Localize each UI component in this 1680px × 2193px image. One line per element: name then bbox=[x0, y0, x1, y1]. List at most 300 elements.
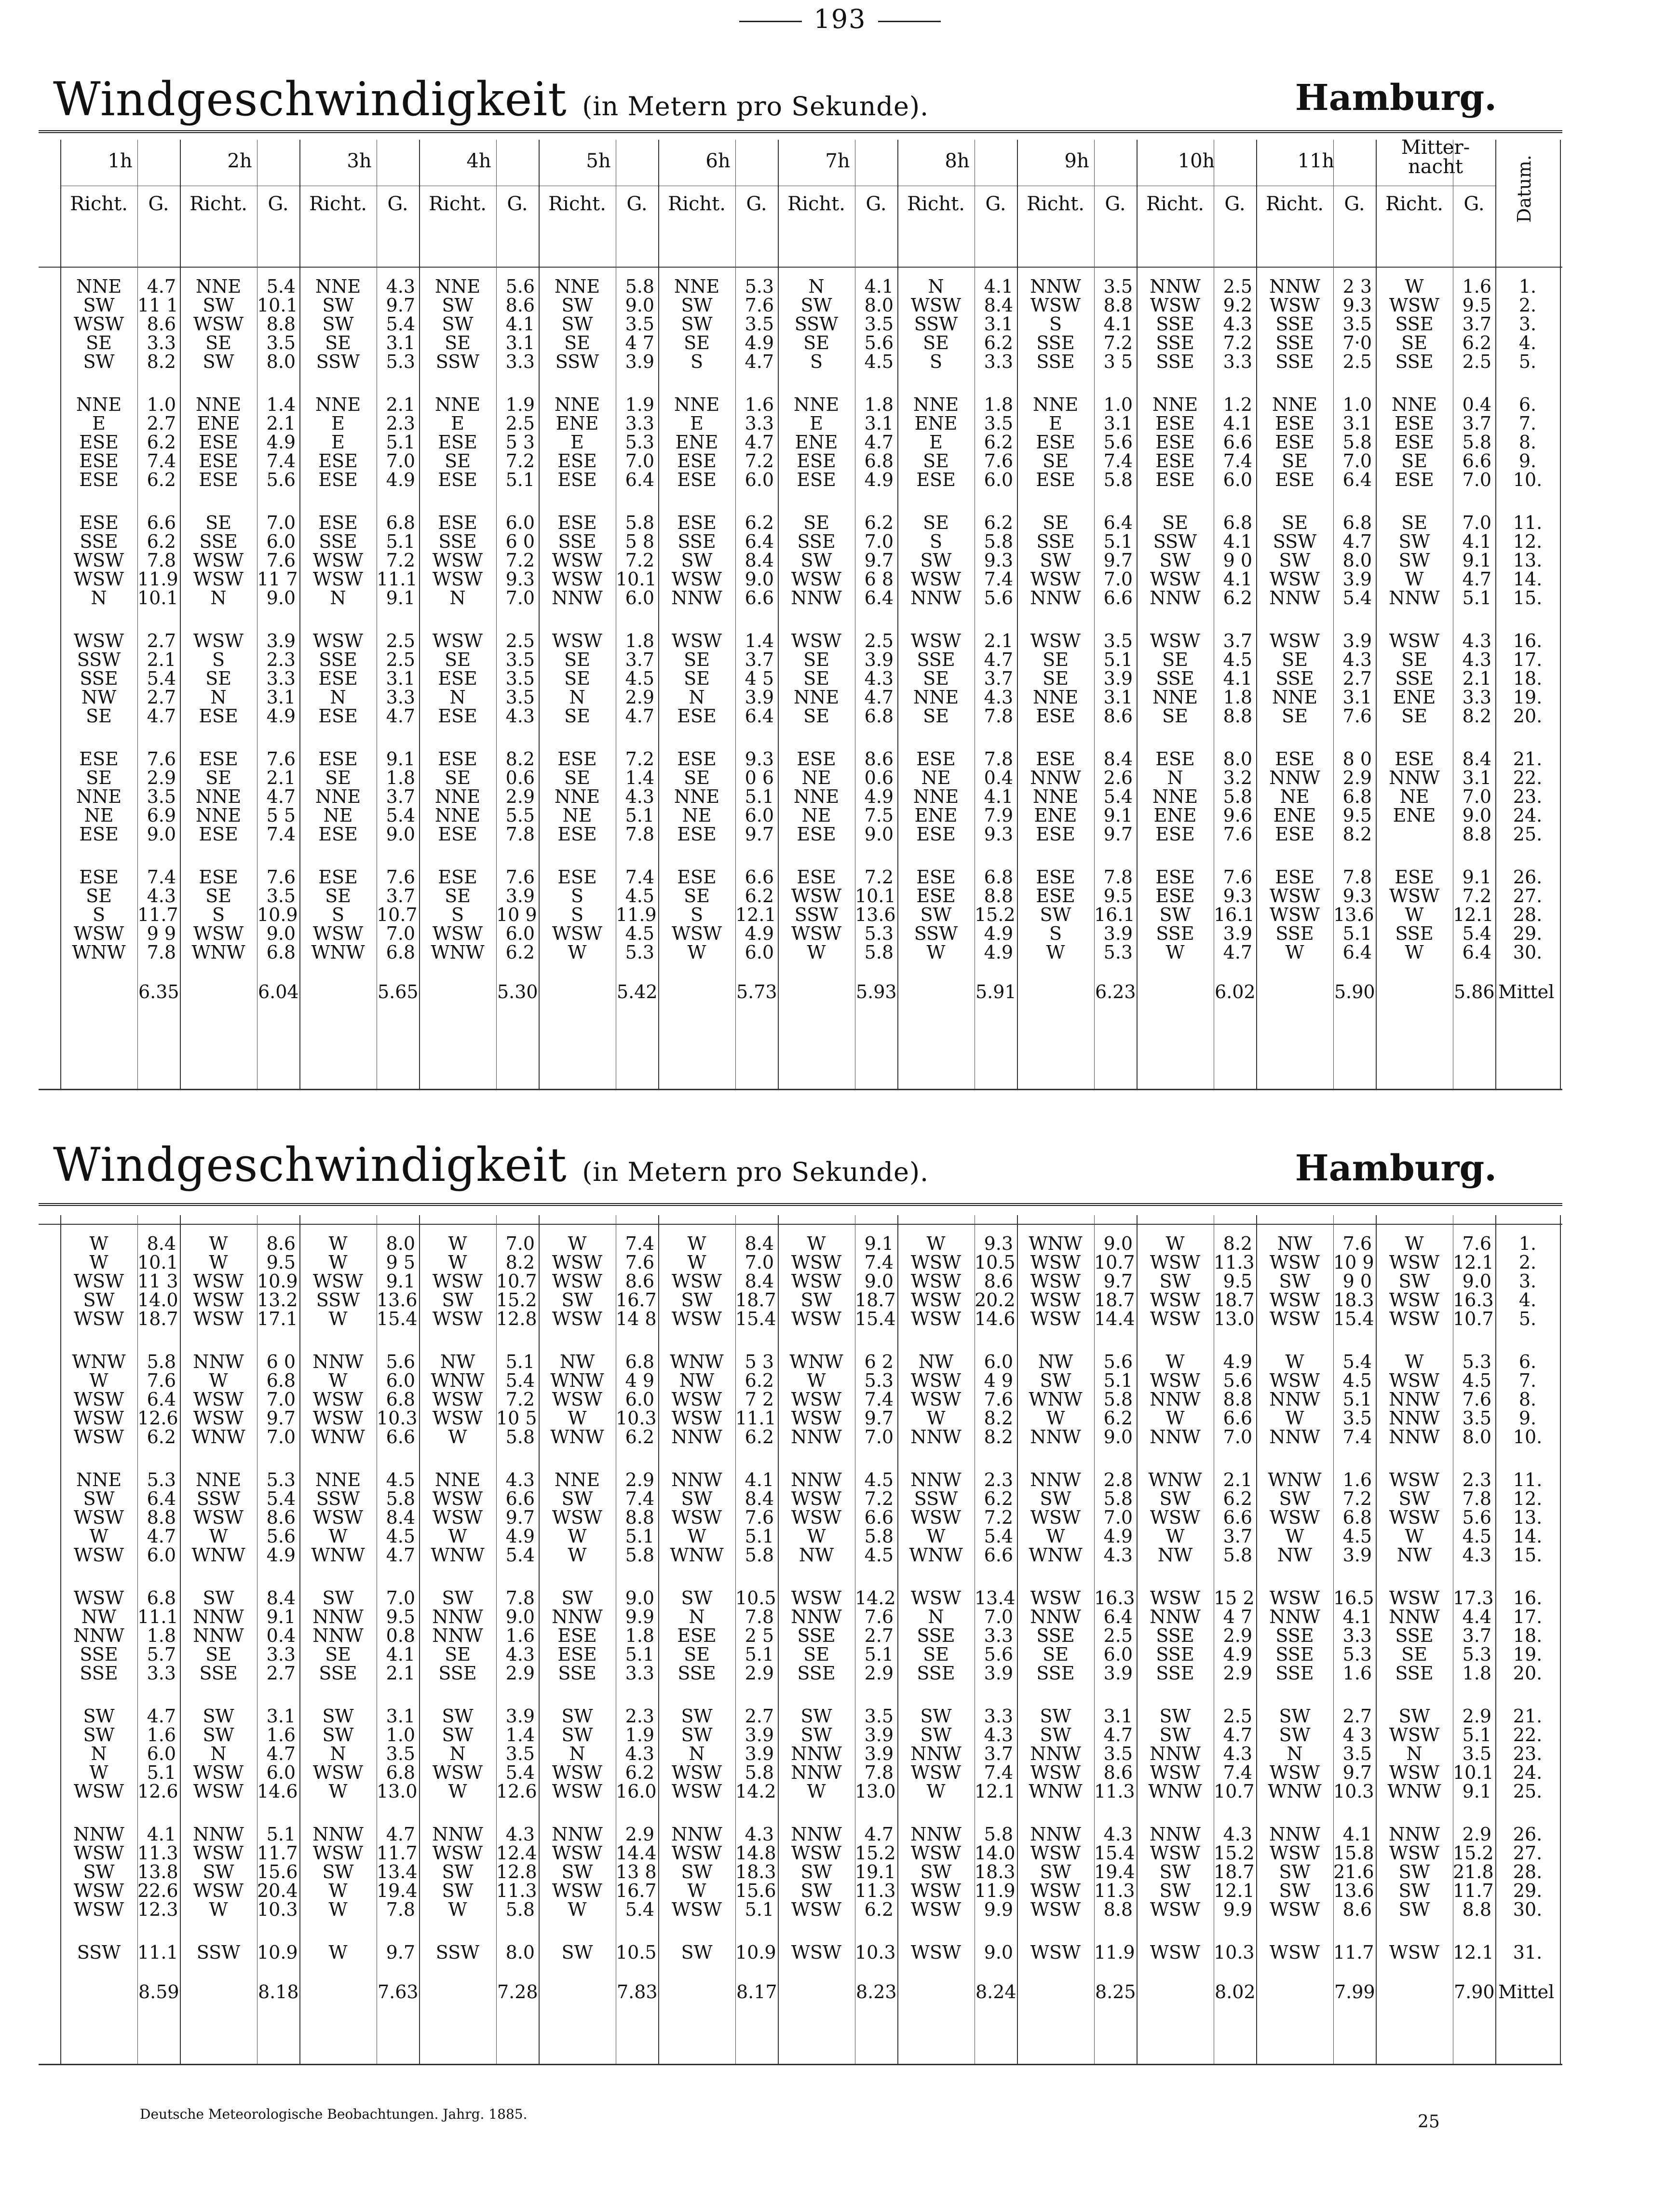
wind-speed: 7.4 bbox=[1223, 1762, 1252, 1783]
wind-direction: SE bbox=[205, 885, 231, 907]
wind-direction: NNE bbox=[315, 786, 361, 807]
wind-speed: 3.3 bbox=[1342, 1625, 1372, 1646]
wind-speed: 7.5 bbox=[864, 805, 894, 826]
hour-header: 6h bbox=[705, 150, 731, 172]
direction-header: Richt. bbox=[70, 193, 128, 215]
wind-speed: 5.4 bbox=[386, 805, 415, 826]
wind-speed: 5.8 bbox=[625, 512, 654, 533]
wind-speed: 17.3 bbox=[1453, 1587, 1494, 1609]
wind-speed: 2.5 bbox=[1103, 1625, 1133, 1646]
wind-direction: SW bbox=[203, 1706, 234, 1727]
wind-direction: N bbox=[1406, 1743, 1423, 1764]
wind-speed: 5.8 bbox=[505, 1426, 535, 1448]
wind-direction: N bbox=[91, 587, 107, 609]
wind-speed: 6.0 bbox=[386, 1370, 415, 1391]
wind-speed: 6.6 bbox=[1223, 1408, 1252, 1429]
wind-direction: E bbox=[331, 432, 345, 453]
wind-direction: NNE bbox=[434, 276, 481, 297]
wind-speed: 5.8 bbox=[386, 1488, 415, 1509]
wind-direction: SSE bbox=[1156, 313, 1194, 335]
wind-direction: E bbox=[1049, 413, 1062, 434]
wind-direction: SW bbox=[1159, 1488, 1191, 1509]
wind-direction: NNW bbox=[1269, 587, 1320, 609]
wind-speed: 5.4 bbox=[266, 276, 296, 297]
wind-speed: 3.9 bbox=[1103, 1663, 1133, 1684]
wind-speed: 9.7 bbox=[1342, 1762, 1372, 1783]
wind-speed: 4.3 bbox=[1223, 1824, 1252, 1845]
wind-direction: SSE bbox=[1036, 1663, 1075, 1684]
wind-speed: 9.3 bbox=[505, 569, 535, 590]
wind-direction bbox=[1376, 825, 1453, 843]
wind-speed: 4.7 bbox=[625, 705, 654, 727]
wind-direction: SSE bbox=[1156, 923, 1194, 944]
direction-header: Richt. bbox=[429, 193, 487, 215]
wind-speed: 5.1 bbox=[1103, 1370, 1133, 1391]
wind-direction: W bbox=[926, 1408, 946, 1429]
wind-speed: 3.5 bbox=[1462, 1408, 1491, 1429]
wind-speed: 5.8 bbox=[984, 531, 1013, 552]
wind-speed: 5.8 bbox=[864, 1526, 894, 1547]
wind-direction: W bbox=[1046, 1408, 1065, 1429]
wind-speed: 4.9 bbox=[745, 332, 774, 353]
wind-speed: 4.1 bbox=[984, 786, 1013, 807]
wind-speed: 6.8 bbox=[625, 1351, 654, 1372]
wind-direction: S bbox=[331, 904, 345, 925]
wind-direction: NNE bbox=[195, 805, 242, 826]
wind-direction: NW bbox=[440, 1351, 475, 1372]
day-date: 24. bbox=[1513, 1762, 1543, 1783]
wind-speed: 11.1 bbox=[735, 1408, 776, 1429]
wind-direction: WNW bbox=[1387, 1781, 1441, 1802]
wind-direction: SSE bbox=[199, 1663, 238, 1684]
wind-speed: 5.8 bbox=[1462, 432, 1491, 453]
wind-direction: WSW bbox=[1150, 1942, 1201, 1963]
wind-speed: 3.7 bbox=[386, 885, 415, 907]
wind-speed: 6.0 bbox=[1223, 469, 1252, 490]
wind-direction: WSW bbox=[1269, 904, 1320, 925]
wind-speed: 4.3 bbox=[1342, 649, 1372, 670]
wind-direction: SW bbox=[800, 1880, 832, 1901]
wind-direction: ESE bbox=[1036, 469, 1075, 490]
wind-speed: 5.6 bbox=[984, 587, 1013, 609]
wind-direction: NNW bbox=[1030, 1426, 1081, 1448]
wind-speed: 3.3 bbox=[266, 668, 296, 689]
wind-speed: 8.8 bbox=[1462, 1899, 1491, 1920]
wind-direction: W bbox=[1285, 1526, 1304, 1547]
wind-speed: 7.6 bbox=[505, 866, 535, 888]
wind-direction: NNE bbox=[1152, 687, 1198, 708]
wind-direction: WSW bbox=[312, 1389, 364, 1410]
wind-direction: SSW bbox=[435, 1942, 480, 1963]
wind-speed: 4.7 bbox=[147, 705, 176, 727]
wind-direction: NNW bbox=[1150, 1426, 1201, 1448]
wind-direction: WSW bbox=[552, 630, 603, 651]
wind-speed: 4.5 bbox=[1342, 1370, 1372, 1391]
wind-direction: NNE bbox=[195, 394, 242, 415]
wind-speed: 2.5 bbox=[1342, 351, 1372, 372]
wind-direction: NNW bbox=[910, 1824, 962, 1845]
wind-direction: SW bbox=[1159, 1271, 1191, 1292]
wind-direction: NE bbox=[1399, 786, 1429, 807]
wind-speed: 3.9 bbox=[1342, 630, 1372, 651]
wind-speed: 5.1 bbox=[745, 1526, 774, 1547]
wind-speed: 4.5 bbox=[864, 1544, 894, 1566]
wind-speed: 4.5 bbox=[625, 885, 654, 907]
wind-direction: SW bbox=[1159, 904, 1191, 925]
wind-direction: ENE bbox=[675, 432, 718, 453]
wind-speed: 7.8 bbox=[505, 1587, 535, 1609]
wind-direction: WNW bbox=[191, 1426, 245, 1448]
wind-direction: WSW bbox=[1150, 1842, 1201, 1864]
wind-direction: NNW bbox=[552, 587, 603, 609]
wind-speed: 9.0 bbox=[625, 295, 654, 316]
wind-speed: 6.8 bbox=[1342, 786, 1372, 807]
wind-speed: 4.5 bbox=[386, 1469, 415, 1490]
wind-speed: 8.4 bbox=[147, 1233, 176, 1254]
hourly-mean: 8.25 bbox=[1095, 1981, 1136, 2003]
wind-direction: NE bbox=[801, 767, 831, 788]
wind-speed: 1.2 bbox=[1223, 394, 1252, 415]
wind-speed: 12.1 bbox=[1453, 904, 1494, 925]
wind-direction: W bbox=[1405, 1233, 1424, 1254]
wind-direction: SW bbox=[681, 1289, 713, 1311]
wind-direction: W bbox=[1165, 1408, 1185, 1429]
wind-speed: 6.8 bbox=[1342, 1507, 1372, 1528]
wind-direction: SSW bbox=[77, 649, 121, 670]
wind-direction: ESE bbox=[1036, 866, 1075, 888]
wind-direction: NE bbox=[801, 805, 831, 826]
wind-direction: WNW bbox=[311, 1544, 365, 1566]
section1-title: Windgeschwindigkeit (in Metern pro Sekunde). bbox=[53, 72, 929, 126]
wind-speed: 1.8 bbox=[147, 1625, 176, 1646]
wind-speed: 7.0 bbox=[386, 450, 415, 472]
table-top-rule bbox=[39, 130, 1562, 133]
wind-speed: 14.6 bbox=[257, 1781, 298, 1802]
wind-direction: WSW bbox=[193, 1308, 244, 1329]
day-date: 18. bbox=[1513, 1625, 1543, 1646]
hour-header: Mitter- nacht bbox=[1401, 136, 1470, 178]
wind-direction: NNW bbox=[1389, 1606, 1440, 1627]
day-date: 5. bbox=[1518, 351, 1537, 372]
wind-direction: SE bbox=[684, 885, 710, 907]
wind-direction: ESE bbox=[1275, 432, 1314, 453]
wind-speed: 18.7 bbox=[735, 1289, 776, 1311]
wind-direction: NNW bbox=[73, 1625, 124, 1646]
wind-direction: ESE bbox=[79, 866, 119, 888]
wind-speed: 3.1 bbox=[1462, 767, 1491, 788]
direction-header: Richt. bbox=[1266, 193, 1324, 215]
wind-direction: WSW bbox=[1389, 1469, 1440, 1490]
wind-direction: WSW bbox=[1389, 1587, 1440, 1609]
wind-speed: 7.8 bbox=[1342, 866, 1372, 888]
wind-speed: 5.3 bbox=[1342, 1644, 1372, 1665]
wind-direction: SW bbox=[561, 1289, 593, 1311]
wind-direction: SSE bbox=[1395, 313, 1434, 335]
wind-direction: W bbox=[209, 1370, 228, 1391]
wind-direction: SE bbox=[564, 767, 590, 788]
wind-speed: 1.9 bbox=[505, 394, 535, 415]
wind-direction: NNW bbox=[1150, 276, 1201, 297]
wind-speed: 3.7 bbox=[625, 649, 654, 670]
wind-direction: ESE bbox=[318, 824, 358, 845]
day-date: 14. bbox=[1513, 569, 1543, 590]
wind-speed: 9 0 bbox=[1223, 550, 1252, 571]
wind-direction: WSW bbox=[1150, 1308, 1201, 1329]
wind-speed: 6.0 bbox=[745, 469, 774, 490]
wind-speed: 9.0 bbox=[147, 824, 176, 845]
wind-speed: 12.1 bbox=[1214, 1880, 1255, 1901]
wind-direction: ESE bbox=[677, 824, 717, 845]
wind-speed: 4.9 bbox=[266, 1544, 296, 1566]
wind-speed: 7.4 bbox=[266, 450, 296, 472]
wind-speed: 4.7 bbox=[864, 432, 894, 453]
wind-direction: ESE bbox=[1155, 824, 1195, 845]
hour-header: 11h bbox=[1297, 150, 1335, 172]
wind-direction: WSW bbox=[1030, 1289, 1081, 1311]
wind-speed: 13.6 bbox=[1333, 904, 1374, 925]
wind-speed: 7.0 bbox=[266, 1426, 296, 1448]
wind-direction: WSW bbox=[73, 550, 124, 571]
hourly-mean: 7.83 bbox=[617, 1981, 658, 2003]
wind-direction: NNE bbox=[913, 394, 959, 415]
wind-speed: 5.5 bbox=[505, 805, 535, 826]
wind-direction: SSE bbox=[677, 531, 716, 552]
wind-direction: WSW bbox=[1150, 1252, 1201, 1273]
wind-direction: SW bbox=[1040, 1724, 1071, 1746]
wind-speed: 7.4 bbox=[625, 1233, 654, 1254]
wind-direction: N bbox=[689, 687, 705, 708]
wind-speed: 9.1 bbox=[386, 1271, 415, 1292]
wind-direction: N bbox=[449, 687, 466, 708]
wind-speed: 6.0 bbox=[745, 942, 774, 963]
wind-direction: ENE bbox=[1153, 805, 1197, 826]
wind-direction: SE bbox=[1282, 450, 1308, 472]
wind-speed: 9.0 bbox=[1103, 1426, 1133, 1448]
wind-direction: SE bbox=[1162, 649, 1188, 670]
wind-direction: NNW bbox=[312, 1351, 364, 1372]
wind-speed: 5.8 bbox=[745, 1544, 774, 1566]
wind-speed: 11.3 bbox=[1094, 1880, 1135, 1901]
wind-speed: 5.1 bbox=[1103, 649, 1133, 670]
wind-direction: WSW bbox=[1269, 630, 1320, 651]
wind-speed: 4 3 bbox=[1342, 1724, 1372, 1746]
wind-direction: WSW bbox=[671, 630, 722, 651]
wind-speed: 4.5 bbox=[1462, 1370, 1491, 1391]
wind-direction: ESE bbox=[1155, 748, 1195, 770]
wind-speed: 6.2 bbox=[984, 432, 1013, 453]
day-date: 22. bbox=[1513, 767, 1543, 788]
wind-speed: 16.1 bbox=[1214, 904, 1255, 925]
wind-speed: 9.0 bbox=[266, 923, 296, 944]
wind-speed: 15.2 bbox=[975, 904, 1016, 925]
wind-speed: 4.9 bbox=[1223, 1351, 1252, 1372]
wind-speed: 1.6 bbox=[1342, 1663, 1372, 1684]
wind-speed: 7.9 bbox=[984, 805, 1013, 826]
day-date: 23. bbox=[1513, 786, 1543, 807]
wind-speed: 2.9 bbox=[505, 786, 535, 807]
wind-speed: 12.8 bbox=[496, 1308, 537, 1329]
wind-direction: SW bbox=[322, 313, 354, 335]
wind-speed: 4.1 bbox=[1103, 313, 1133, 335]
wind-direction: N bbox=[449, 587, 466, 609]
wind-speed: 9.3 bbox=[1342, 885, 1372, 907]
wind-speed: 3.5 bbox=[505, 1743, 535, 1764]
wind-direction: ESE bbox=[797, 824, 836, 845]
wind-speed: 9.0 bbox=[984, 1942, 1013, 1963]
wind-direction: WSW bbox=[193, 1271, 244, 1292]
direction-header: Richt. bbox=[668, 193, 726, 215]
wind-speed: 5 3 bbox=[505, 432, 535, 453]
wind-speed: 6.0 bbox=[745, 805, 774, 826]
wind-direction: ESE bbox=[79, 469, 119, 490]
header-bottom-rule bbox=[39, 267, 1562, 268]
wind-speed: 19.4 bbox=[1094, 1861, 1135, 1882]
day-date: 1. bbox=[1518, 276, 1537, 297]
wind-direction: WSW bbox=[552, 1252, 603, 1273]
wind-direction: ESE bbox=[318, 866, 358, 888]
wind-direction: SSE bbox=[1275, 332, 1314, 353]
wind-direction: WSW bbox=[791, 1587, 842, 1609]
day-date: 23. bbox=[1513, 1743, 1543, 1764]
wind-direction: SE bbox=[325, 885, 351, 907]
wind-speed: 4.5 bbox=[1223, 649, 1252, 670]
wind-speed: 6.4 bbox=[1103, 1606, 1133, 1627]
wind-speed: 5.4 bbox=[147, 668, 176, 689]
wind-direction: SE bbox=[1162, 705, 1188, 727]
wind-direction: ESE bbox=[318, 748, 358, 770]
wind-direction: WSW bbox=[1269, 295, 1320, 316]
wind-speed: 3.3 bbox=[147, 332, 176, 353]
wind-speed: 9.7 bbox=[745, 824, 774, 845]
wind-direction: SSE bbox=[438, 1663, 477, 1684]
wind-direction: WSW bbox=[791, 1899, 842, 1920]
wind-speed: 7.0 bbox=[625, 450, 654, 472]
wind-direction: SW bbox=[1279, 550, 1311, 571]
wind-direction: SE bbox=[1043, 649, 1069, 670]
wind-speed: 5.4 bbox=[1103, 786, 1133, 807]
wind-direction: SE bbox=[923, 512, 949, 533]
wind-speed: 7.4 bbox=[864, 1252, 894, 1273]
wind-speed: 7.8 bbox=[147, 942, 176, 963]
wind-speed: 3.1 bbox=[1103, 413, 1133, 434]
wind-direction: WSW bbox=[1269, 885, 1320, 907]
wind-speed: 2.1 bbox=[386, 1663, 415, 1684]
wind-speed: 13.6 bbox=[1333, 1880, 1374, 1901]
wind-speed: 7.2 bbox=[625, 550, 654, 571]
wind-speed: 2.3 bbox=[625, 1706, 654, 1727]
wind-speed: 3.7 bbox=[984, 668, 1013, 689]
direction-header: Richt. bbox=[787, 193, 845, 215]
wind-speed: 1.8 bbox=[984, 394, 1013, 415]
wind-direction: WSW bbox=[73, 1408, 124, 1429]
wind-direction: ESE bbox=[199, 866, 238, 888]
wind-direction: NNE bbox=[315, 394, 361, 415]
wind-direction: NNE bbox=[434, 786, 481, 807]
wind-speed: 6.6 bbox=[1103, 587, 1133, 609]
wind-speed: 9.0 bbox=[864, 1271, 894, 1292]
wind-speed: 1.9 bbox=[625, 394, 654, 415]
wind-direction: NE bbox=[921, 767, 951, 788]
wind-speed: 11.3 bbox=[855, 1880, 896, 1901]
wind-speed: 3 5 bbox=[1103, 351, 1133, 372]
wind-speed: 3.9 bbox=[745, 1724, 774, 1746]
hourly-mean: 7.99 bbox=[1334, 1981, 1375, 2003]
wind-speed: 7.0 bbox=[1462, 469, 1491, 490]
wind-direction: SE bbox=[445, 885, 471, 907]
right-border bbox=[1560, 1215, 1561, 2064]
wind-direction: WSW bbox=[193, 630, 244, 651]
wind-direction: S bbox=[690, 904, 704, 925]
wind-direction: WSW bbox=[1030, 295, 1081, 316]
wind-speed: 6.2 bbox=[745, 512, 774, 533]
wind-direction: WSW bbox=[1269, 1942, 1320, 1963]
wind-speed: 3.5 bbox=[505, 668, 535, 689]
wind-direction: WSW bbox=[791, 923, 842, 944]
hourly-mean: 6.35 bbox=[138, 981, 179, 1002]
wind-direction: NNE bbox=[434, 1469, 481, 1490]
wind-direction: WSW bbox=[193, 569, 244, 590]
wind-speed: 2 3 bbox=[1342, 276, 1372, 297]
day-date: 11. bbox=[1513, 1469, 1543, 1490]
wind-speed: 4.3 bbox=[1462, 649, 1491, 670]
wind-direction: WNW bbox=[550, 1370, 604, 1391]
wind-speed: 8.2 bbox=[505, 1252, 535, 1273]
page-number: 193 bbox=[0, 4, 1680, 34]
wind-speed: 5.8 bbox=[1103, 469, 1133, 490]
wind-direction: WSW bbox=[671, 1781, 722, 1802]
wind-speed: 4.7 bbox=[147, 1526, 176, 1547]
wind-direction: SE bbox=[86, 885, 112, 907]
wind-direction: WSW bbox=[73, 569, 124, 590]
wind-speed: 3.7 bbox=[1223, 630, 1252, 651]
wind-speed: 1.6 bbox=[745, 394, 774, 415]
wind-direction: S bbox=[690, 351, 704, 372]
wind-speed: 7.4 bbox=[984, 1762, 1013, 1783]
wind-speed: 3.9 bbox=[1103, 668, 1133, 689]
wind-direction: SW bbox=[1398, 1861, 1430, 1882]
wind-speed: 5.4 bbox=[386, 313, 415, 335]
wind-direction: WSW bbox=[312, 1271, 364, 1292]
wind-direction: WSW bbox=[671, 1762, 722, 1783]
wind-speed: 12.1 bbox=[1453, 1942, 1494, 1963]
hourly-mean: 5.65 bbox=[378, 981, 419, 1002]
wind-speed: 10.1 bbox=[137, 587, 178, 609]
wind-direction: ESE bbox=[318, 705, 358, 727]
wind-direction: SSE bbox=[917, 649, 955, 670]
wind-direction: S bbox=[1049, 923, 1062, 944]
wind-speed: 9.0 bbox=[864, 824, 894, 845]
wind-speed: 22.6 bbox=[137, 1880, 178, 1901]
wind-speed: 7.2 bbox=[505, 450, 535, 472]
wind-speed: 11.7 bbox=[257, 1842, 298, 1864]
wind-direction: WSW bbox=[791, 1507, 842, 1528]
wind-speed: 5.1 bbox=[625, 805, 654, 826]
wind-speed: 9.7 bbox=[386, 1942, 415, 1963]
wind-speed: 5.4 bbox=[505, 1370, 535, 1391]
wind-direction: ESE bbox=[677, 512, 717, 533]
day-date: 17. bbox=[1513, 649, 1543, 670]
wind-speed: 4.3 bbox=[984, 1724, 1013, 1746]
wind-direction: SSW bbox=[435, 351, 480, 372]
wind-speed: 7.4 bbox=[984, 569, 1013, 590]
wind-direction: N bbox=[330, 687, 346, 708]
wind-direction: SE bbox=[1401, 512, 1427, 533]
wind-speed: 3.1 bbox=[266, 1706, 296, 1727]
wind-direction: WSW bbox=[671, 1389, 722, 1410]
wind-direction: SW bbox=[442, 313, 474, 335]
wind-speed: 1.4 bbox=[266, 394, 296, 415]
wind-direction: SW bbox=[1279, 1861, 1311, 1882]
